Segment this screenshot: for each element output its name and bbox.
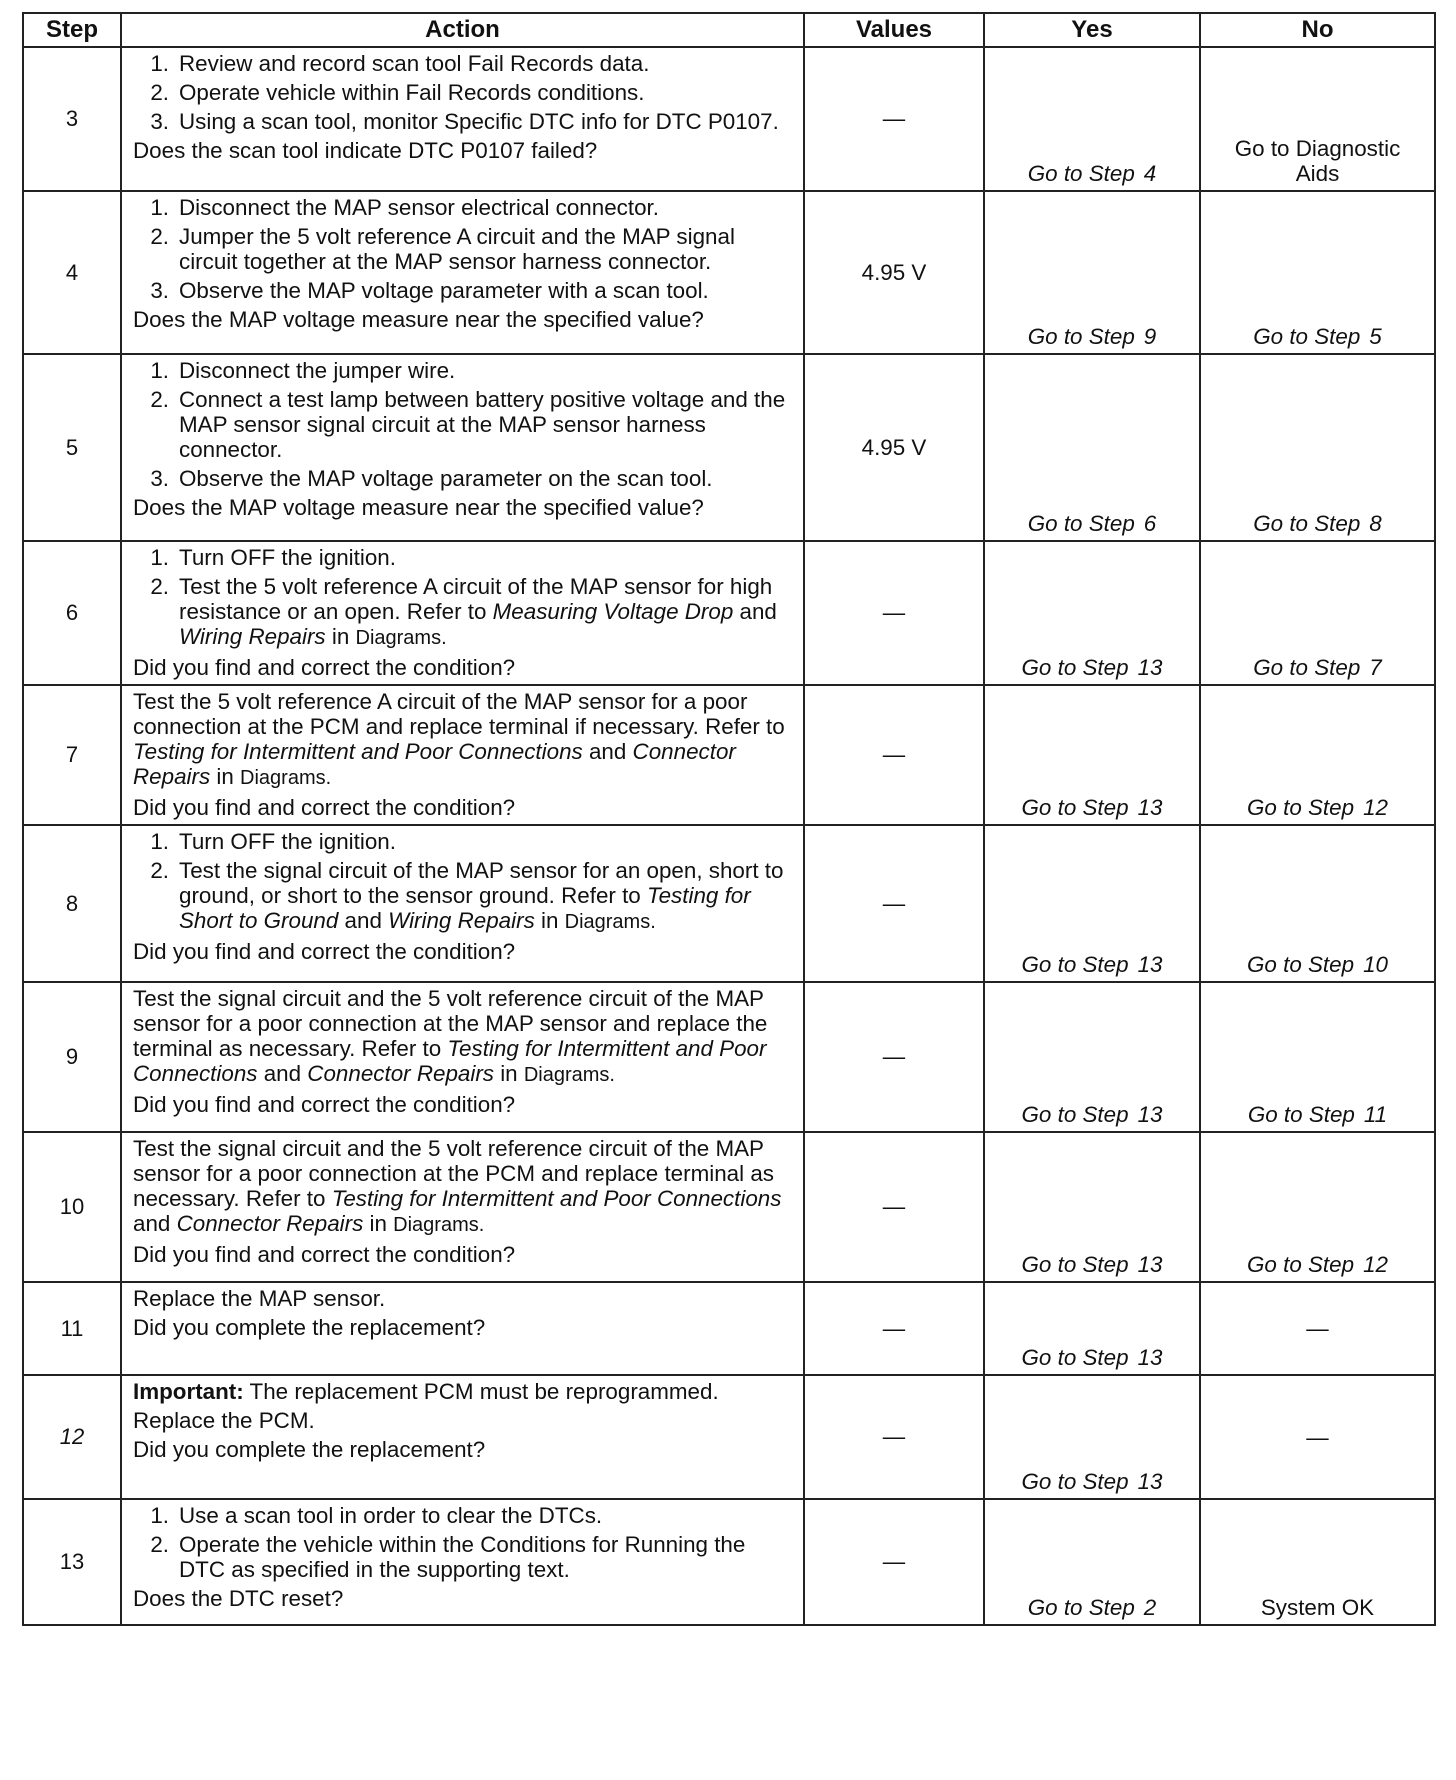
table-body: [23, 47, 1435, 1625]
action-question: [133, 1586, 797, 1611]
action-steps: [133, 51, 797, 134]
action-step: [133, 574, 797, 651]
text-segment: Diagrams.: [393, 1214, 485, 1236]
value-cell: —: [804, 1499, 984, 1625]
goto-prefix: Go to Step: [1247, 1252, 1355, 1277]
goto-step-number: 12: [1363, 795, 1388, 820]
text-segment: and: [582, 739, 633, 764]
goto-step-number: 13: [1137, 952, 1163, 977]
no-text: System OK: [1260, 1595, 1375, 1620]
action-paragraph: [133, 1136, 797, 1238]
action-step-number: 2.: [150, 224, 169, 249]
text-segment: in: [325, 624, 356, 649]
table-row: [23, 685, 1435, 825]
action-question: [133, 138, 797, 163]
table-row: [23, 1375, 1435, 1499]
action-paragraph: [133, 1408, 797, 1433]
goto-link: [1028, 1595, 1157, 1620]
text-segment: Review and record scan tool Fail Records data.: [179, 51, 650, 76]
yes-cell: [984, 1499, 1200, 1625]
text-segment: Wiring Repairs: [179, 624, 326, 649]
goto-link: [1253, 655, 1382, 680]
action-step: [133, 224, 797, 274]
table-row: [23, 1132, 1435, 1282]
action-question: [133, 307, 797, 332]
value-cell: —: [804, 982, 984, 1132]
goto-link: [1022, 1469, 1163, 1494]
action-step-text: [179, 195, 797, 220]
text-segment: Test the 5 volt reference A circuit of the MAP sensor for a poor connection at the PCM and replace terminal if necessary. Refer to: [133, 689, 785, 739]
action-question: [133, 1092, 797, 1117]
value-cell: 4.95 V: [804, 354, 984, 541]
value-cell: —: [804, 685, 984, 825]
action-step-number: 3.: [150, 278, 169, 303]
goto-prefix: Go to Step: [1247, 1102, 1355, 1127]
table-row: [23, 1282, 1435, 1375]
text-segment: Testing for Intermittent and Poor Connections: [331, 1186, 782, 1211]
text-segment: Wiring Repairs: [388, 908, 535, 933]
step-number: 9: [23, 982, 121, 1132]
value-cell: —: [804, 47, 984, 191]
action-cell: [121, 354, 804, 541]
action-step-number: 2.: [150, 80, 169, 105]
text-segment: in: [493, 1061, 524, 1086]
step-number: 12: [23, 1375, 121, 1499]
value-cell: —: [804, 1375, 984, 1499]
action-step-text: [179, 545, 797, 570]
goto-step-number: 6: [1143, 511, 1157, 536]
text-segment: Connector Repairs: [133, 739, 736, 789]
text-segment: Observe the MAP voltage parameter with a scan tool.: [179, 278, 709, 303]
goto-step-number: 9: [1143, 324, 1157, 349]
goto-step-number: 2: [1143, 1595, 1157, 1620]
header-action: Action: [121, 13, 804, 47]
action-question: [133, 939, 797, 964]
action-cell: [121, 541, 804, 685]
goto-prefix: Go to Step: [1253, 655, 1361, 680]
action-step: [133, 358, 797, 383]
header-no: No: [1200, 13, 1435, 47]
table-row: [23, 982, 1435, 1132]
text-segment: Test the 5 volt reference A circuit of the MAP sensor for high resistance or an open. Refer to: [179, 574, 773, 624]
action-step: [133, 278, 797, 303]
text-segment: Using a scan tool, monitor Specific DTC info for DTC P0107.: [179, 109, 779, 134]
text-segment: Diagrams.: [240, 767, 332, 789]
text-segment: Did you find and correct the condition?: [133, 1092, 516, 1117]
action-step: [133, 1532, 797, 1582]
no-cell: [1200, 1375, 1435, 1499]
goto-step-number: 7: [1369, 655, 1382, 680]
action-step-text: [179, 358, 797, 383]
diagnostic-table: [22, 12, 1436, 1626]
yes-cell: [984, 982, 1200, 1132]
text-segment: and: [733, 599, 777, 624]
goto-prefix: Go to Step: [1027, 1595, 1135, 1620]
action-step: [133, 51, 797, 76]
goto-link: [1247, 1252, 1388, 1277]
text-segment: Testing for Intermittent and Poor Connections: [133, 739, 583, 764]
text-segment: Replace the MAP sensor.: [133, 1286, 386, 1311]
text-segment: Test the signal circuit and the 5 volt reference circuit of the MAP sensor for a poor connection at the MAP sensor and replace the terminal as necessary. Refer to: [133, 986, 768, 1061]
goto-link: [1022, 1102, 1163, 1127]
header-step: Step: [23, 13, 121, 47]
value-cell: —: [804, 825, 984, 982]
yes-cell: [984, 354, 1200, 541]
text-segment: Observe the MAP voltage parameter on the scan tool.: [179, 466, 713, 491]
text-segment: Jumper the 5 volt reference A circuit and the MAP signal circuit together at the MAP sensor harness connector.: [179, 224, 735, 274]
text-segment: and: [133, 1211, 177, 1236]
action-step-text: [179, 387, 797, 462]
goto-prefix: Go to Step: [1021, 1469, 1129, 1494]
action-step: [133, 829, 797, 854]
text-segment: Does the MAP voltage measure near the specified value?: [133, 495, 704, 520]
text-segment: Replace the PCM.: [133, 1408, 315, 1433]
yes-cell: [984, 1282, 1200, 1375]
no-text: —: [1306, 1316, 1329, 1341]
table-row: [23, 47, 1435, 191]
action-paragraph: [133, 689, 797, 791]
header-row: [23, 13, 1435, 47]
yes-cell: [984, 47, 1200, 191]
text-segment: Connect a test lamp between battery positive voltage and the MAP sensor signal circuit at the MAP sensor harness connector.: [179, 387, 786, 462]
goto-prefix: Go to Step: [1021, 1102, 1129, 1127]
text-segment: Does the scan tool indicate DTC P0107 failed?: [133, 138, 598, 163]
goto-step-number: 13: [1137, 1252, 1163, 1277]
no-cell: [1200, 982, 1435, 1132]
action-step: [133, 195, 797, 220]
goto-prefix: Go to Step: [1021, 655, 1129, 680]
action-step-number: 1.: [150, 51, 169, 76]
text-segment: and: [338, 908, 389, 933]
text-segment: Did you complete the replacement?: [133, 1437, 486, 1462]
no-cell: [1200, 1499, 1435, 1625]
goto-step-number: 8: [1369, 511, 1382, 536]
text-segment: Did you find and correct the condition?: [133, 795, 516, 820]
action-step: [133, 387, 797, 462]
text-segment: The replacement PCM must be reprogrammed.: [243, 1379, 719, 1404]
action-step: [133, 1503, 797, 1528]
yes-cell: [984, 685, 1200, 825]
table-row: [23, 191, 1435, 354]
goto-link: [1022, 952, 1163, 977]
action-step-number: 3.: [150, 109, 169, 134]
goto-link: [1028, 324, 1157, 349]
goto-prefix: Go to Step: [1021, 952, 1129, 977]
text-segment: Does the DTC reset?: [133, 1586, 344, 1611]
action-question: [133, 1242, 797, 1267]
goto-prefix: Go to Step: [1253, 324, 1361, 349]
text-segment: Disconnect the jumper wire.: [179, 358, 456, 383]
action-steps: [133, 829, 797, 935]
value-cell: 4.95 V: [804, 191, 984, 354]
text-segment: Test the signal circuit of the MAP sensor for an open, short to ground, or short to the sensor ground. Refer to: [179, 858, 784, 908]
goto-link: [1253, 324, 1382, 349]
action-steps: [133, 1503, 797, 1582]
action-question: [133, 1315, 797, 1340]
goto-step-number: 13: [1137, 1469, 1163, 1494]
goto-step-number: 13: [1137, 1102, 1163, 1127]
text-segment: Testing for Short to Ground: [179, 883, 751, 933]
value-cell: —: [804, 1132, 984, 1282]
table-row: [23, 1499, 1435, 1625]
goto-link: [1247, 952, 1388, 977]
text-segment: Diagrams.: [523, 1064, 615, 1086]
action-step-text: [179, 829, 797, 854]
text-segment: Use a scan tool in order to clear the DTCs.: [179, 1503, 603, 1528]
action-cell: [121, 1132, 804, 1282]
goto-prefix: Go to Step: [1247, 952, 1355, 977]
action-paragraph: [133, 1379, 797, 1404]
header-values: Values: [804, 13, 984, 47]
goto-prefix: Go to Step: [1027, 161, 1135, 186]
action-question: [133, 495, 797, 520]
no-cell: [1200, 541, 1435, 685]
goto-link: [1248, 1102, 1387, 1127]
action-step: [133, 545, 797, 570]
action-cell: [121, 1282, 804, 1375]
goto-step-number: 5: [1369, 324, 1382, 349]
action-step-text: [179, 466, 797, 491]
text-segment: Did you complete the replacement?: [133, 1315, 486, 1340]
action-question: [133, 655, 797, 680]
action-paragraph: [133, 986, 797, 1088]
action-step: [133, 109, 797, 134]
text-segment: Did you find and correct the condition?: [133, 939, 516, 964]
text-segment: Important:: [133, 1379, 244, 1404]
yes-cell: [984, 1375, 1200, 1499]
action-step-number: 1.: [150, 1503, 169, 1528]
action-cell: [121, 982, 804, 1132]
action-cell: [121, 1499, 804, 1625]
action-cell: [121, 47, 804, 191]
text-segment: Connector Repairs: [176, 1211, 364, 1236]
text-segment: Diagrams.: [355, 627, 447, 649]
text-segment: Did you find and correct the condition?: [133, 655, 516, 680]
text-segment: Operate the vehicle within the Conditions for Running the DTC as specified in the supporting text.: [179, 1532, 746, 1582]
goto-step-number: 10: [1363, 952, 1388, 977]
action-cell: [121, 191, 804, 354]
action-step-text: [179, 51, 797, 76]
goto-step-number: 13: [1137, 655, 1163, 680]
action-step-number: 1.: [150, 358, 169, 383]
table-row: [23, 541, 1435, 685]
no-text: —: [1306, 1424, 1329, 1450]
text-segment: Turn OFF the ignition.: [179, 545, 396, 570]
goto-prefix: Go to Step: [1247, 795, 1355, 820]
table-row: [23, 825, 1435, 982]
action-step-number: 1.: [150, 545, 169, 570]
action-step: [133, 858, 797, 935]
text-segment: Turn OFF the ignition.: [179, 829, 396, 854]
goto-prefix: Go to Step: [1021, 1252, 1129, 1277]
text-segment: Operate vehicle within Fail Records conditions.: [179, 80, 645, 105]
action-step-number: 2.: [150, 387, 169, 412]
action-step-text: [179, 1532, 797, 1582]
yes-cell: [984, 1132, 1200, 1282]
action-step-number: 2.: [150, 574, 169, 599]
no-cell: [1200, 1282, 1435, 1375]
action-question: [133, 1437, 797, 1462]
text-segment: Did you find and correct the condition?: [133, 1242, 516, 1267]
text-segment: Testing for Intermittent and Poor Connections: [133, 1036, 767, 1086]
goto-link: [1028, 161, 1157, 186]
action-paragraph: [133, 1286, 797, 1311]
action-cell: [121, 685, 804, 825]
action-steps: [133, 545, 797, 651]
no-text: Go to Diagnostic Aids: [1234, 136, 1401, 186]
action-steps: [133, 358, 797, 491]
goto-prefix: Go to Step: [1027, 324, 1135, 349]
action-step-number: 1.: [150, 195, 169, 220]
step-number: 10: [23, 1132, 121, 1282]
step-number: 11: [23, 1282, 121, 1375]
action-step: [133, 80, 797, 105]
goto-step-number: 4: [1143, 161, 1157, 186]
text-segment: Disconnect the MAP sensor electrical connector.: [179, 195, 659, 220]
step-number: 6: [23, 541, 121, 685]
action-step-number: 1.: [150, 829, 169, 854]
table-row: [23, 354, 1435, 541]
goto-link: [1022, 795, 1163, 820]
text-segment: and: [257, 1061, 308, 1086]
action-step-text: [179, 858, 797, 935]
no-cell: [1200, 825, 1435, 982]
goto-prefix: Go to Step: [1253, 511, 1361, 536]
text-segment: in: [210, 764, 241, 789]
action-cell: [121, 1375, 804, 1499]
goto-step-number: 13: [1137, 1345, 1163, 1370]
goto-step-number: 11: [1363, 1102, 1388, 1127]
action-step-text: [179, 224, 797, 274]
yes-cell: [984, 541, 1200, 685]
goto-link: [1022, 1345, 1163, 1370]
action-step: [133, 466, 797, 491]
action-step-text: [179, 278, 797, 303]
text-segment: Diagrams.: [564, 911, 656, 933]
action-step-number: 2.: [150, 858, 169, 883]
step-number: 5: [23, 354, 121, 541]
goto-link: [1247, 795, 1388, 820]
action-step-text: [179, 574, 797, 651]
no-cell: [1200, 685, 1435, 825]
header-yes: Yes: [984, 13, 1200, 47]
text-segment: Connector Repairs: [307, 1061, 494, 1086]
no-cell: [1200, 1132, 1435, 1282]
no-cell: [1200, 191, 1435, 354]
text-segment: in: [534, 908, 565, 933]
yes-cell: [984, 191, 1200, 354]
goto-link: [1022, 1252, 1163, 1277]
step-number: 7: [23, 685, 121, 825]
value-cell: —: [804, 1282, 984, 1375]
action-cell: [121, 825, 804, 982]
step-number: 13: [23, 1499, 121, 1625]
goto-prefix: Go to Step: [1027, 511, 1135, 536]
text-segment: Measuring Voltage Drop: [492, 599, 734, 624]
step-number: 4: [23, 191, 121, 354]
action-question: [133, 795, 797, 820]
goto-step-number: 13: [1137, 795, 1163, 820]
goto-step-number: 12: [1363, 1252, 1388, 1277]
action-step-text: [179, 80, 797, 105]
yes-cell: [984, 825, 1200, 982]
step-number: 8: [23, 825, 121, 982]
goto-link: [1253, 511, 1382, 536]
text-segment: in: [363, 1211, 394, 1236]
text-segment: Test the signal circuit and the 5 volt reference circuit of the MAP sensor for a poor connection at the PCM and replace terminal as necessary. Refer to: [133, 1136, 774, 1211]
action-steps: [133, 195, 797, 303]
no-cell: [1200, 47, 1435, 191]
goto-link: [1022, 655, 1163, 680]
goto-prefix: Go to Step: [1021, 1345, 1129, 1370]
action-step-number: 3.: [150, 466, 169, 491]
step-number: 3: [23, 47, 121, 191]
action-step-number: 2.: [150, 1532, 169, 1557]
action-step-text: [179, 1503, 797, 1528]
value-cell: —: [804, 541, 984, 685]
text-segment: Does the MAP voltage measure near the specified value?: [133, 307, 704, 332]
action-step-text: [179, 109, 797, 134]
goto-link: [1028, 511, 1157, 536]
goto-prefix: Go to Step: [1021, 795, 1129, 820]
no-cell: [1200, 354, 1435, 541]
